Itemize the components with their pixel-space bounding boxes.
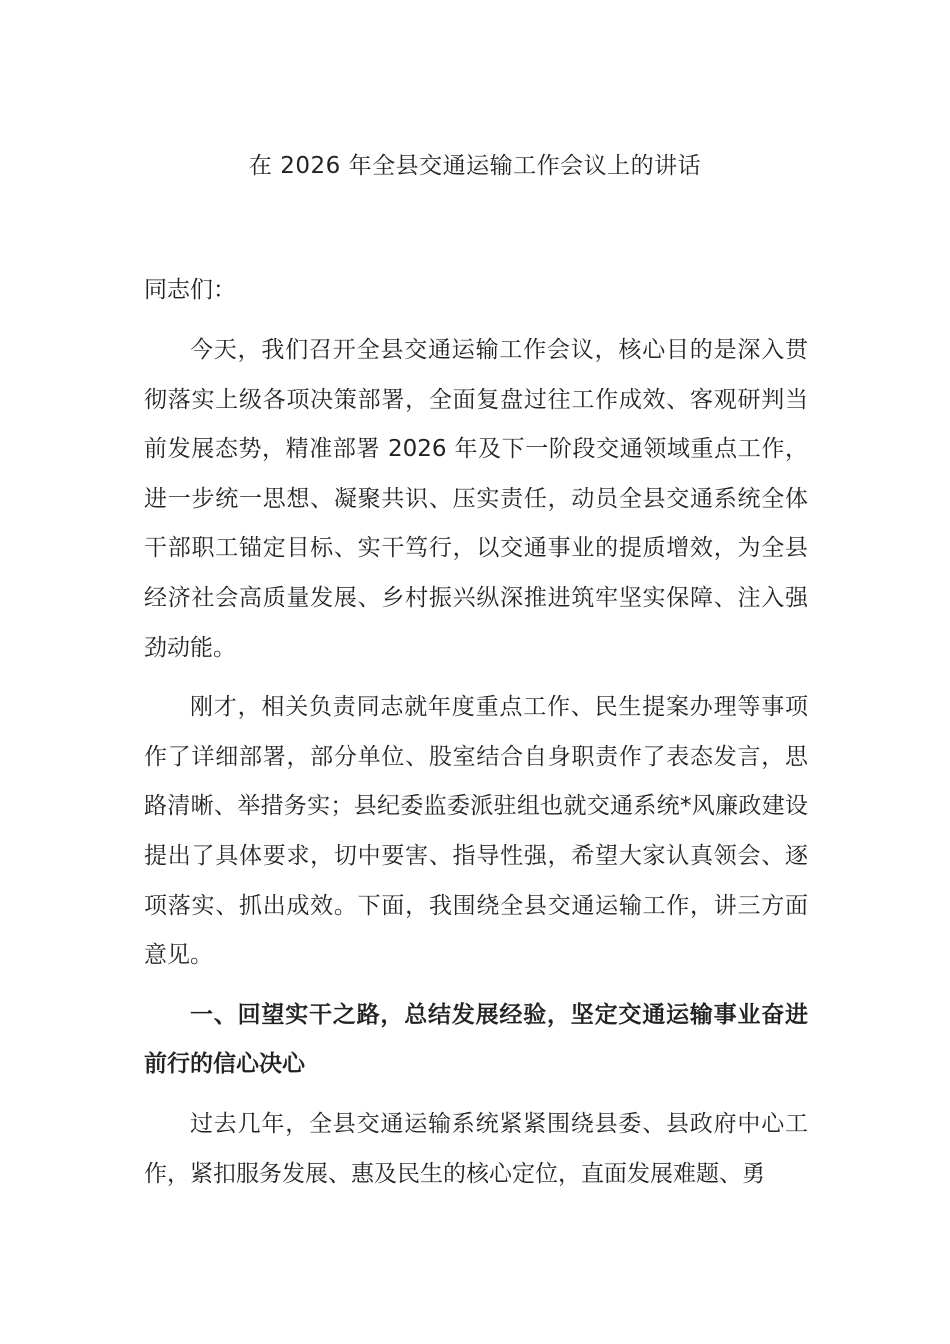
document-body xyxy=(144,270,808,1209)
salutation: 同志们： xyxy=(144,277,236,303)
document-title: 在 2026 年全县交通运输工作会议上的讲话 xyxy=(248,153,702,179)
paragraph-review: 刚才，相关负责同志就年度重点工作、民生提案办理等事项作了详细部署，部分单位、股室结合自身职责作了表态发言，思路清晰、举措务实；县纪委监委派驻组也就交通系统*风廉政建设提出了具体要求，切中要害、指导性强，希望大家认真领会、逐项落实、抓出成效。下面，我围绕全县交通运输工作，讲三方面意见。 xyxy=(144,694,808,969)
section-heading: 一、回望实干之路，总结发展经验，坚定交通运输事业奋进前行的信心决心 xyxy=(144,1001,808,1078)
paragraph-opening: 今天，我们召开全县交通运输工作会议，核心目的是深入贯彻落实上级各项决策部署，全面复盘过往工作成效、客观研判当前发展态势，精准部署 2026 年及下一阶段交通领域重点工作，进一步统一思想、凝聚共识、压实责任，动员全县交通系统全体干部职工锚定目标、实干笃行，以交通事业的提质增效，为全县经济社会高质量发展、乡村振兴纵深推进筑牢坚实保障、注入强劲动能。 xyxy=(144,337,808,661)
paragraph-section-one: 过去几年，全县交通运输系统紧紧围绕县委、县政府中心工作，紧扣服务发展、惠及民生的核心定位，直面发展难题、勇 xyxy=(144,1110,808,1187)
